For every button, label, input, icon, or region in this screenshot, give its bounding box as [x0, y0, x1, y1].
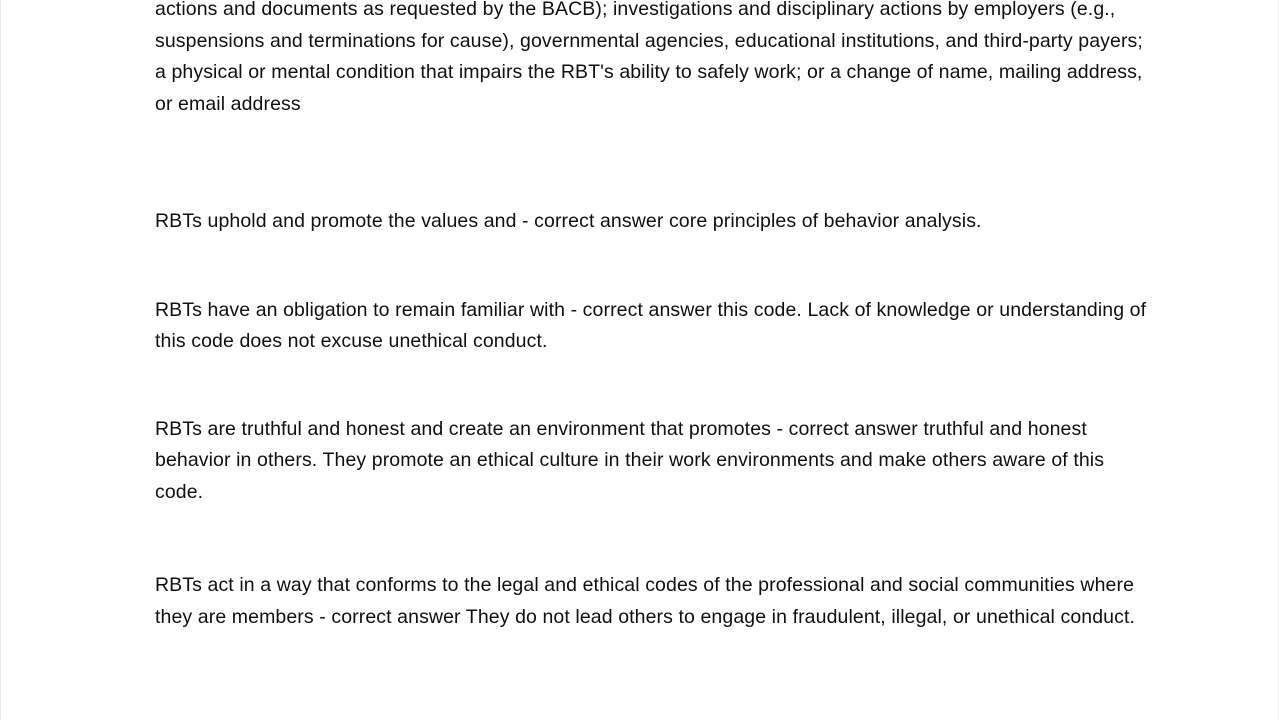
document-body	[155, 0, 1157, 633]
paragraph-5: RBTs act in a way that conforms to the legal and ethical codes of the professional and social communities where they are members - correct answer They do not lead others to engage in fraudulent, illegal, or unethical conduct.	[155, 574, 1135, 628]
paragraph-spacer-2	[155, 238, 1157, 295]
paragraph-spacer-4	[155, 508, 1157, 570]
paragraph-1: actions and documents as requested by the BACB); investigations and disciplinary actions by employers (e.g., suspensions and terminations for cause), governmental agencies, educational institutions, and third-party payers; a physical or mental condition that impairs the RBT's ability to safely work; or a change of name, mailing address, or email address	[155, 0, 1143, 115]
paragraph-3: RBTs have an obligation to remain familiar with - correct answer this code. Lack of knowledge or understanding of this code does not excuse unethical conduct.	[155, 298, 1147, 352]
paragraph-spacer-1	[155, 120, 1157, 206]
paragraph-2: RBTs uphold and promote the values and - correct answer core principles of behavior analysis.	[155, 210, 982, 232]
page-left-border	[0, 0, 1, 720]
paragraph-4: RBTs are truthful and honest and create an environment that promotes - correct answer truthful and honest behavior in others. They promote an ethical culture in their work environments and make others aware of this code.	[155, 417, 1105, 503]
paragraph-spacer-3	[155, 358, 1157, 414]
